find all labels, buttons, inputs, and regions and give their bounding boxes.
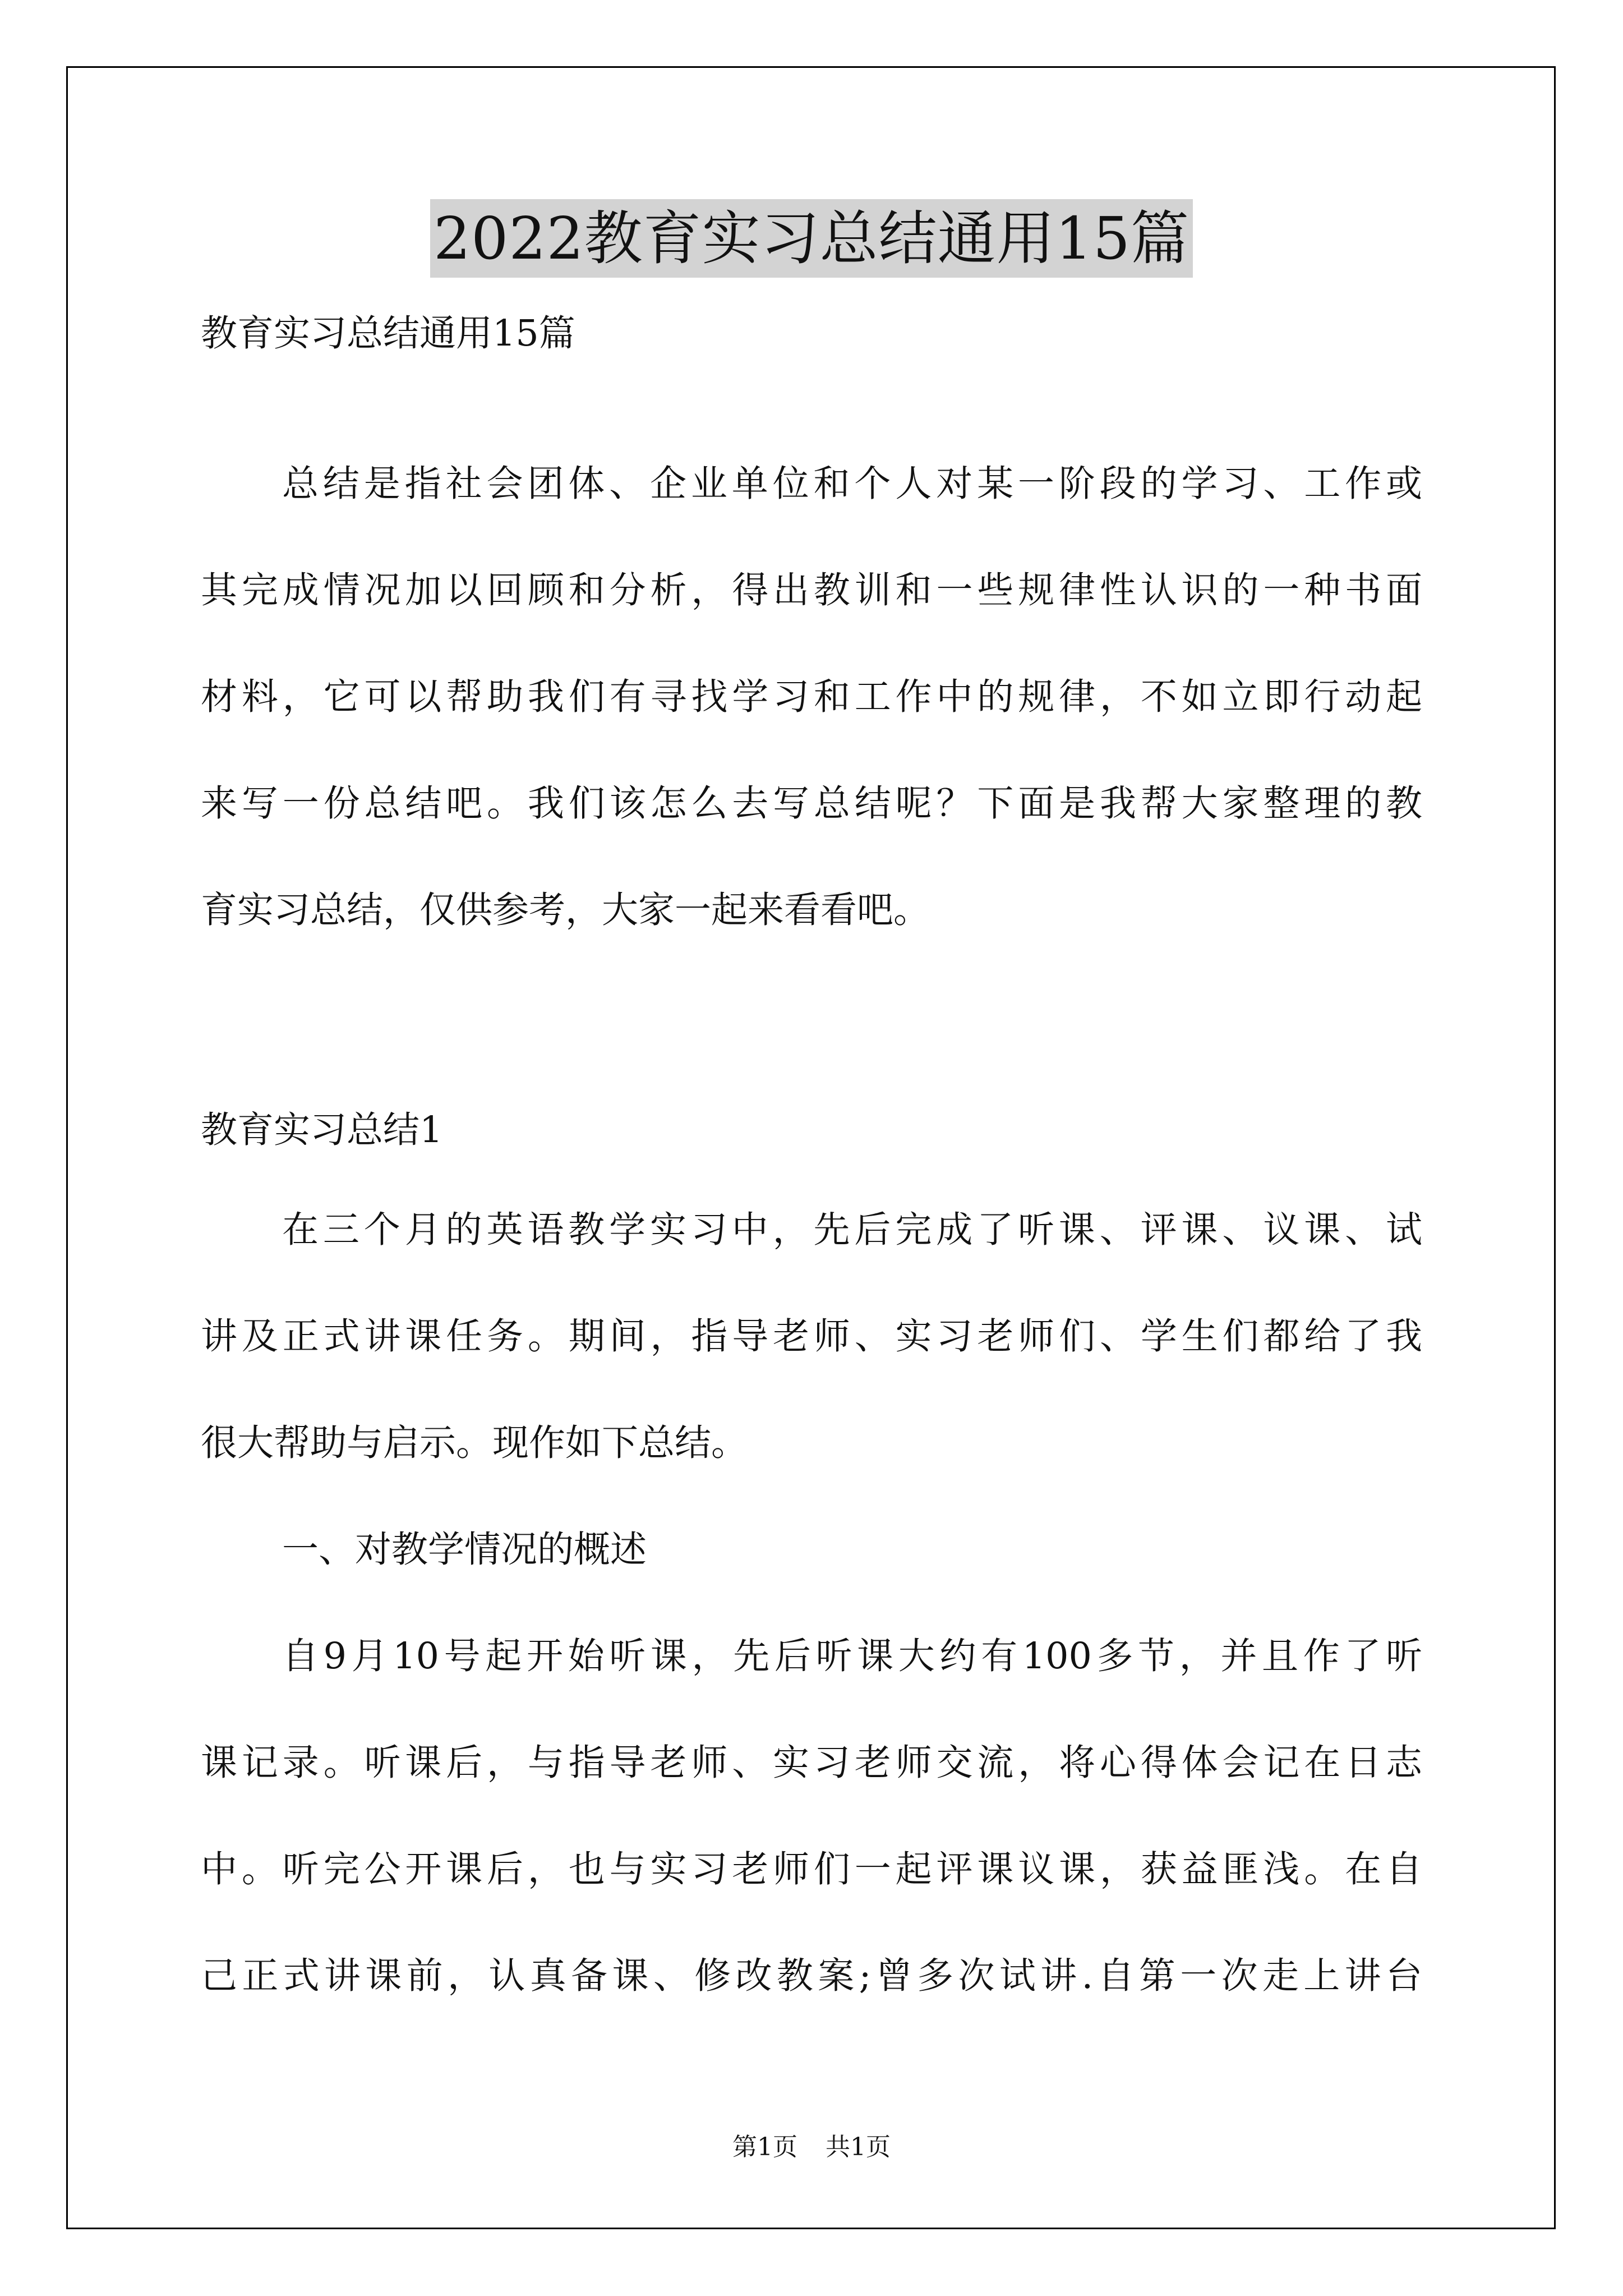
intro-line: 总结是指社会团体、企业单位和个人对某一阶段的学习、工作或 xyxy=(282,463,1422,505)
page-footer xyxy=(0,2131,1623,2164)
intro-line: 材料，它可以帮助我们有寻找学习和工作中的规律，不如立即行动起 xyxy=(201,676,1422,718)
intro-line: 其完成情况加以回顾和分析，得出教训和一些规律性认识的一种书面 xyxy=(201,569,1422,611)
paragraph-line: 在三个月的英语教学实习中，先后完成了听课、评课、议课、试 xyxy=(282,1209,1422,1251)
section-heading: 教育实习总结1 xyxy=(201,1109,443,1151)
intro-line: 育实习总结，仅供参考，大家一起来看看吧。 xyxy=(201,889,930,931)
title-container xyxy=(0,199,1623,278)
paragraph-line: 己正式讲课前，认真备课、修改教案;曾多次试讲.自第一次走上讲台 xyxy=(201,1955,1422,1997)
paragraph-line: 讲及正式讲课任务。期间，指导老师、实习老师们、学生们都给了我 xyxy=(201,1315,1422,1358)
paragraph-line: 课记录。听课后，与指导老师、实习老师交流，将心得体会记在日志 xyxy=(201,1742,1422,1784)
subheading: 一、对教学情况的概述 xyxy=(282,1529,647,1571)
paragraph-line: 中。听完公开课后，也与实习老师们一起评课议课，获益匪浅。在自 xyxy=(201,1848,1422,1890)
document-subtitle: 教育实习总结通用15篇 xyxy=(201,312,575,355)
page-number-total: 共1页 xyxy=(826,2133,891,2161)
document-title: 2022教育实习总结通用15篇 xyxy=(430,199,1193,278)
intro-line: 来写一份总结吧。我们该怎么去写总结呢？下面是我帮大家整理的教 xyxy=(201,783,1422,825)
paragraph-line: 很大帮助与启示。现作如下总结。 xyxy=(201,1422,748,1464)
page-number-current: 第1页 xyxy=(732,2133,797,2161)
paragraph-line: 自9月10号起开始听课，先后听课大约有100多节，并且作了听 xyxy=(282,1635,1422,1677)
